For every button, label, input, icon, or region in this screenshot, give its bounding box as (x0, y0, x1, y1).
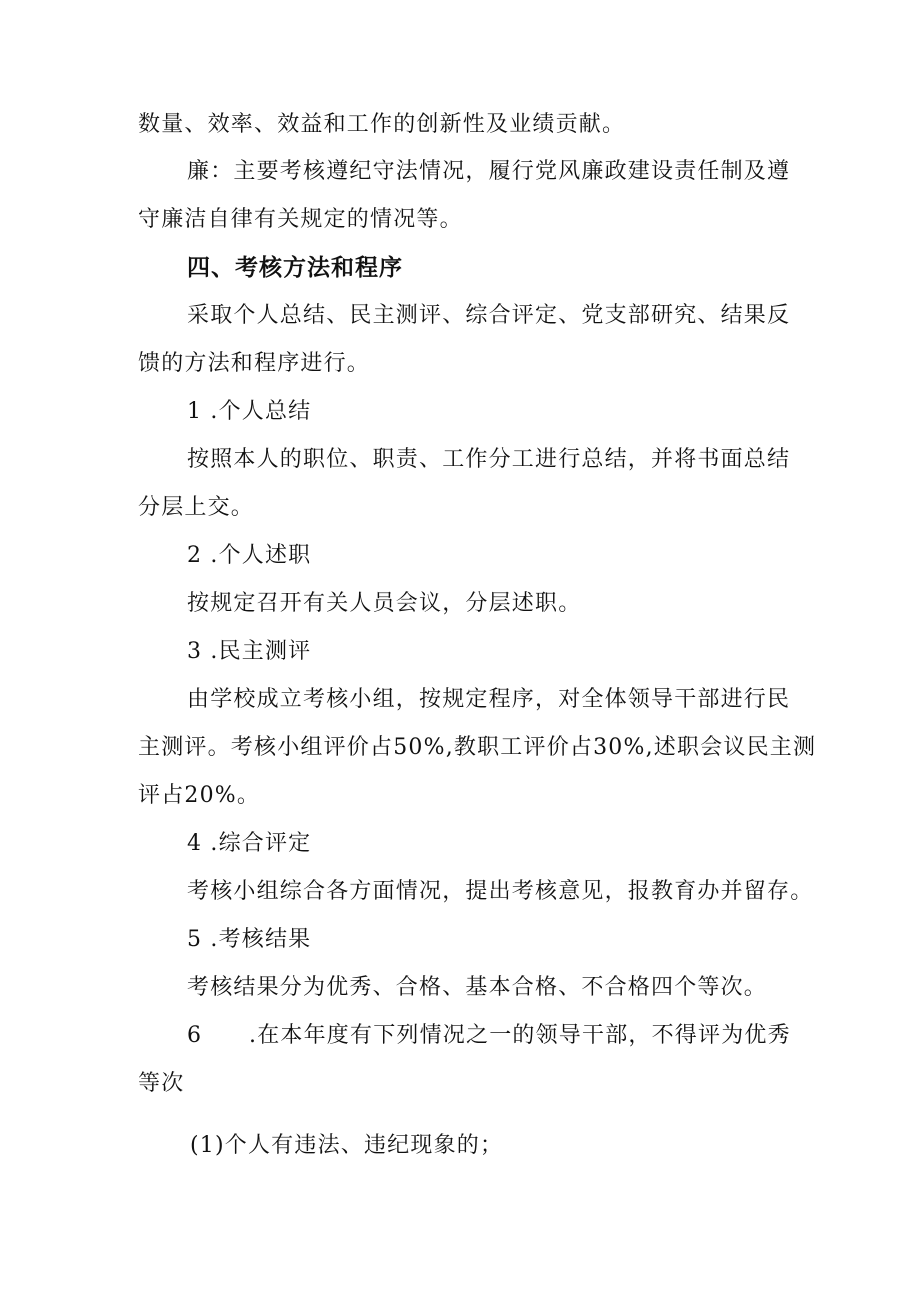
paragraph-line: 考核小组综合各方面情况，提出考核意见，报教育办并留存。 (187, 879, 814, 904)
paragraph-line: 馈的方法和程序进行。 (138, 351, 371, 376)
paragraph-line: 主测评。考核小组评价占50%,教职工评价占30%,述职会议民主测 (138, 735, 817, 760)
paragraph-line-item-6 (187, 1021, 791, 1051)
paragraph-line: 由学校成立考核小组，按规定程序，对全体领导干部进行民 (187, 687, 791, 712)
paragraph-line: 评占20%。 (138, 783, 261, 808)
list-item: (1)个人有违法、违纪现象的； (190, 1133, 504, 1158)
paragraph-line: 采取个人总结、民主测评、综合评定、党支部研究、结果反 (187, 303, 791, 328)
paragraph-line: 考核结果分为优秀、合格、基本合格、不合格四个等次。 (187, 975, 768, 1000)
subheading-personal-report: 2 .个人述职 (187, 543, 312, 568)
subheading-democratic-evaluation: 3 .民主测评 (187, 639, 312, 664)
subheading-comprehensive-assessment: 4 .综合评定 (187, 831, 312, 856)
section-heading: 四、考核方法和程序 (187, 255, 403, 281)
paragraph-line: 等次 (138, 1071, 185, 1096)
paragraph-line: 廉：主要考核遵纪守法情况，履行党风廉政建设责任制及遵 (187, 159, 791, 184)
item-number: 6 (187, 1023, 203, 1048)
paragraph-line: 按照本人的职位、职责、工作分工进行总结，并将书面总结 (187, 447, 791, 472)
subheading-personal-summary: 1 .个人总结 (187, 399, 312, 424)
paragraph-line: 数量、效率、效益和工作的创新性及业绩贡献。 (138, 112, 626, 137)
item-text: .在本年度有下列情况之一的领导干部，不得评为优秀 (249, 1023, 791, 1048)
subheading-assessment-results: 5 .考核结果 (187, 927, 312, 952)
paragraph-line: 按规定召开有关人员会议，分层述职。 (187, 591, 582, 616)
paragraph-line: 守廉洁自律有关规定的情况等。 (138, 207, 463, 232)
paragraph-line: 分层上交。 (138, 495, 255, 520)
